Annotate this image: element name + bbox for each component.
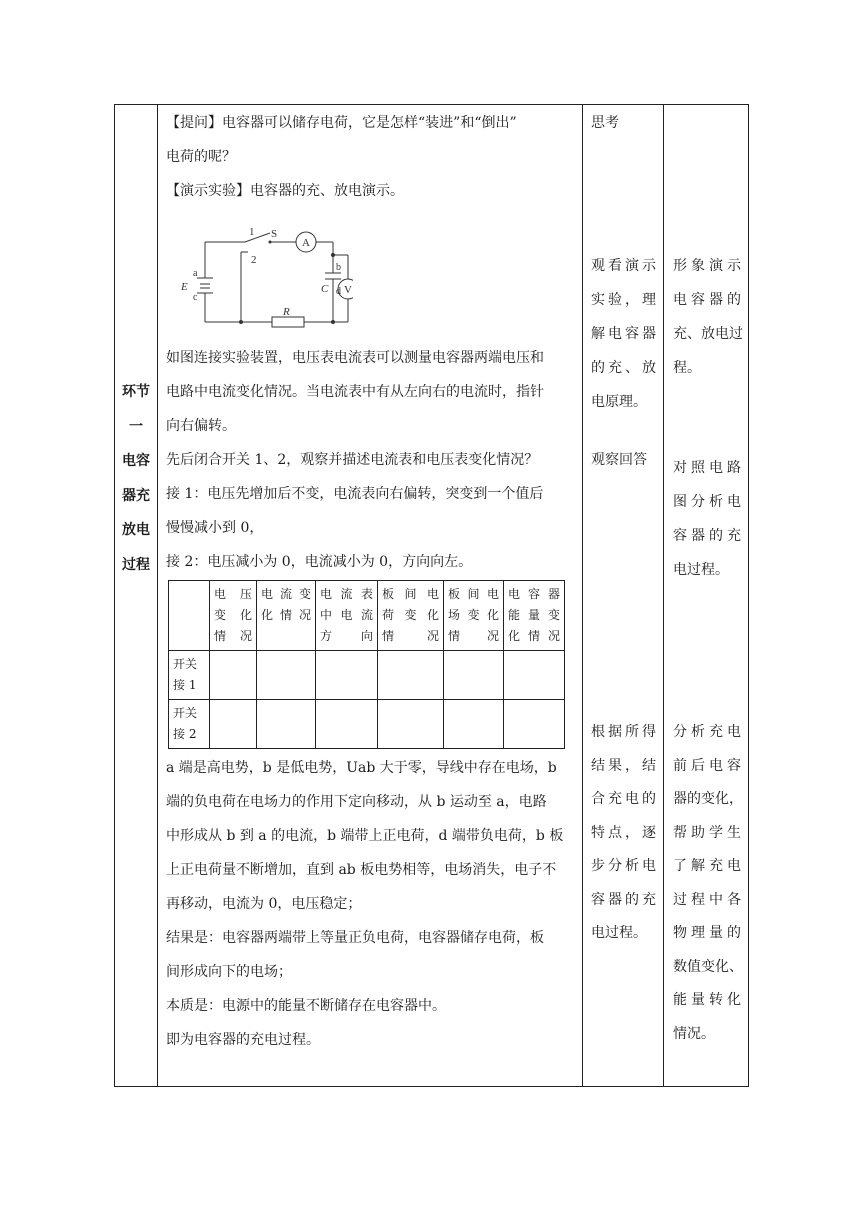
section-label-line: 过程 xyxy=(122,556,150,573)
circuit-diagram xyxy=(173,225,353,335)
paragraph-line: 如图连接实验装置，电压表电流表可以测量电容器两端电压和 xyxy=(166,350,544,366)
section-label-line: 放电 xyxy=(122,522,150,538)
table-row xyxy=(169,651,565,700)
column-divider xyxy=(157,105,158,1086)
paragraph-line: 接 1：电压先增加后不变，电流表向右偏转，突变到一个值后 xyxy=(166,486,544,502)
lesson-table xyxy=(114,104,749,1087)
table-cell xyxy=(378,651,444,700)
table-cell xyxy=(316,700,378,749)
table-cell xyxy=(210,651,257,700)
switch-terminal-1-label: 1 xyxy=(249,226,255,238)
terminal-a-label: a xyxy=(193,268,198,279)
table-header-cell: 电 流 表 中 电 流 方向 xyxy=(316,581,378,651)
paragraph-line: a 端是高电势，b 是低电势，Uab 大于零，导线中存在电场，b xyxy=(166,760,557,776)
section-label-line: 器充 xyxy=(122,487,150,504)
table-header-cell: 电流变 化情况 xyxy=(257,581,316,651)
column-divider xyxy=(663,105,664,1086)
table-header-cell: 电 压 变 化 情况 xyxy=(210,581,257,651)
observation-table xyxy=(168,580,565,749)
table-cell xyxy=(316,651,378,700)
demo-heading: 【演示实验】电容器的充、放电演示。 xyxy=(166,183,404,199)
voltmeter-label: V xyxy=(344,284,352,296)
paragraph-line: 电路中电流变化情况。当电流表中有从左向右的电流时，指针 xyxy=(166,384,544,400)
paragraph-line: 向右偏转。 xyxy=(166,418,236,434)
capacitor-label: C xyxy=(321,283,329,295)
section-label-line: 环节 xyxy=(122,384,150,400)
paragraph-line: 即为电容器的充电过程。 xyxy=(166,1032,320,1048)
paragraph-line: 端的负电荷在电场力的作用下定向移动，从 b 运动至 a，电路 xyxy=(166,794,547,810)
student-analyze: 根据所得 结果，结 合充电的 特点，逐 步分析电 容器的充 电过程。 xyxy=(591,724,656,941)
table-cell xyxy=(210,700,257,749)
column-divider xyxy=(582,105,583,1086)
table-cell xyxy=(378,700,444,749)
paragraph-line: 上正电荷量不断增加，直到 ab 板电势相等，电场消失，电子不 xyxy=(166,862,557,878)
question-line: 电荷的呢？ xyxy=(166,149,236,165)
section-label-line: 一 xyxy=(129,418,143,435)
table-row-label: 开关 接 1 xyxy=(169,651,210,700)
table-cell xyxy=(504,651,565,700)
table-header-cell: 电 容 器 能 量 变 化情况 xyxy=(504,581,565,651)
resistor-label: R xyxy=(283,306,290,318)
terminal-d-label: d xyxy=(336,286,341,297)
paragraph-line: 慢慢减小到 0， xyxy=(166,520,264,536)
ammeter-label: A xyxy=(302,237,310,249)
paragraph-line: 接 2：电压减小为 0，电流减小为 0，方向向左。 xyxy=(166,554,473,570)
student-answer: 观察回答 xyxy=(591,452,647,468)
table-row xyxy=(169,700,565,749)
intent-help: 分析充电 前后电容 器的变化， 帮助学生 了解充电 过程中各 物理量的 数值变化、 能量转化 情况。 xyxy=(673,724,743,1042)
paragraph-line: 再移动，电流为 0，电压稳定； xyxy=(166,896,362,912)
section-label-line: 电容 xyxy=(122,453,150,469)
table-header-cell: 板间电 场变化 情况 xyxy=(444,581,504,651)
switch-label: S xyxy=(271,228,278,240)
section-label xyxy=(115,375,157,582)
paragraph-line: 结果是：电容器两端带上等量正负电荷，电容器储存电荷，板 xyxy=(166,930,544,946)
paragraph-line: 先后闭合开关 1、2，观察并描述电流表和电压表变化情况？ xyxy=(166,452,539,468)
terminal-b-label: b xyxy=(336,262,341,273)
table-cell xyxy=(257,700,316,749)
table-header-cell: 板 间 电 荷 变 化 情况 xyxy=(378,581,444,651)
battery-label: E xyxy=(181,281,188,293)
intent-show: 形象演示 电容器的 充、放电过 程。 xyxy=(673,258,743,376)
paragraph-line: 中形成从 b 到 a 的电流，b 端带上正电荷，d 端带负电荷，b 板 xyxy=(166,828,564,844)
student-watch: 观看演示 实验，理 解电容器 的充、放 电原理。 xyxy=(591,258,656,410)
table-cell xyxy=(444,700,504,749)
table-cell xyxy=(257,651,316,700)
paragraph-line: 间形成向下的电场； xyxy=(166,964,292,980)
table-corner-cell xyxy=(169,581,210,651)
student-think: 思考 xyxy=(591,115,619,131)
paragraph-line: 本质是：电源中的能量不断储存在电容器中。 xyxy=(166,998,446,1014)
terminal-c-label: c xyxy=(193,292,198,303)
table-cell xyxy=(444,651,504,700)
section-column xyxy=(115,105,157,1086)
intent-compare: 对照电路 图分析电 容器的充 电过程。 xyxy=(673,460,741,578)
question-line: 【提问】电容器可以储存电荷，它是怎样“装进”和“倒出” xyxy=(166,115,517,131)
switch-terminal-2-label: 2 xyxy=(251,254,257,266)
table-row-label: 开关 接 2 xyxy=(169,700,210,749)
table-cell xyxy=(504,700,565,749)
